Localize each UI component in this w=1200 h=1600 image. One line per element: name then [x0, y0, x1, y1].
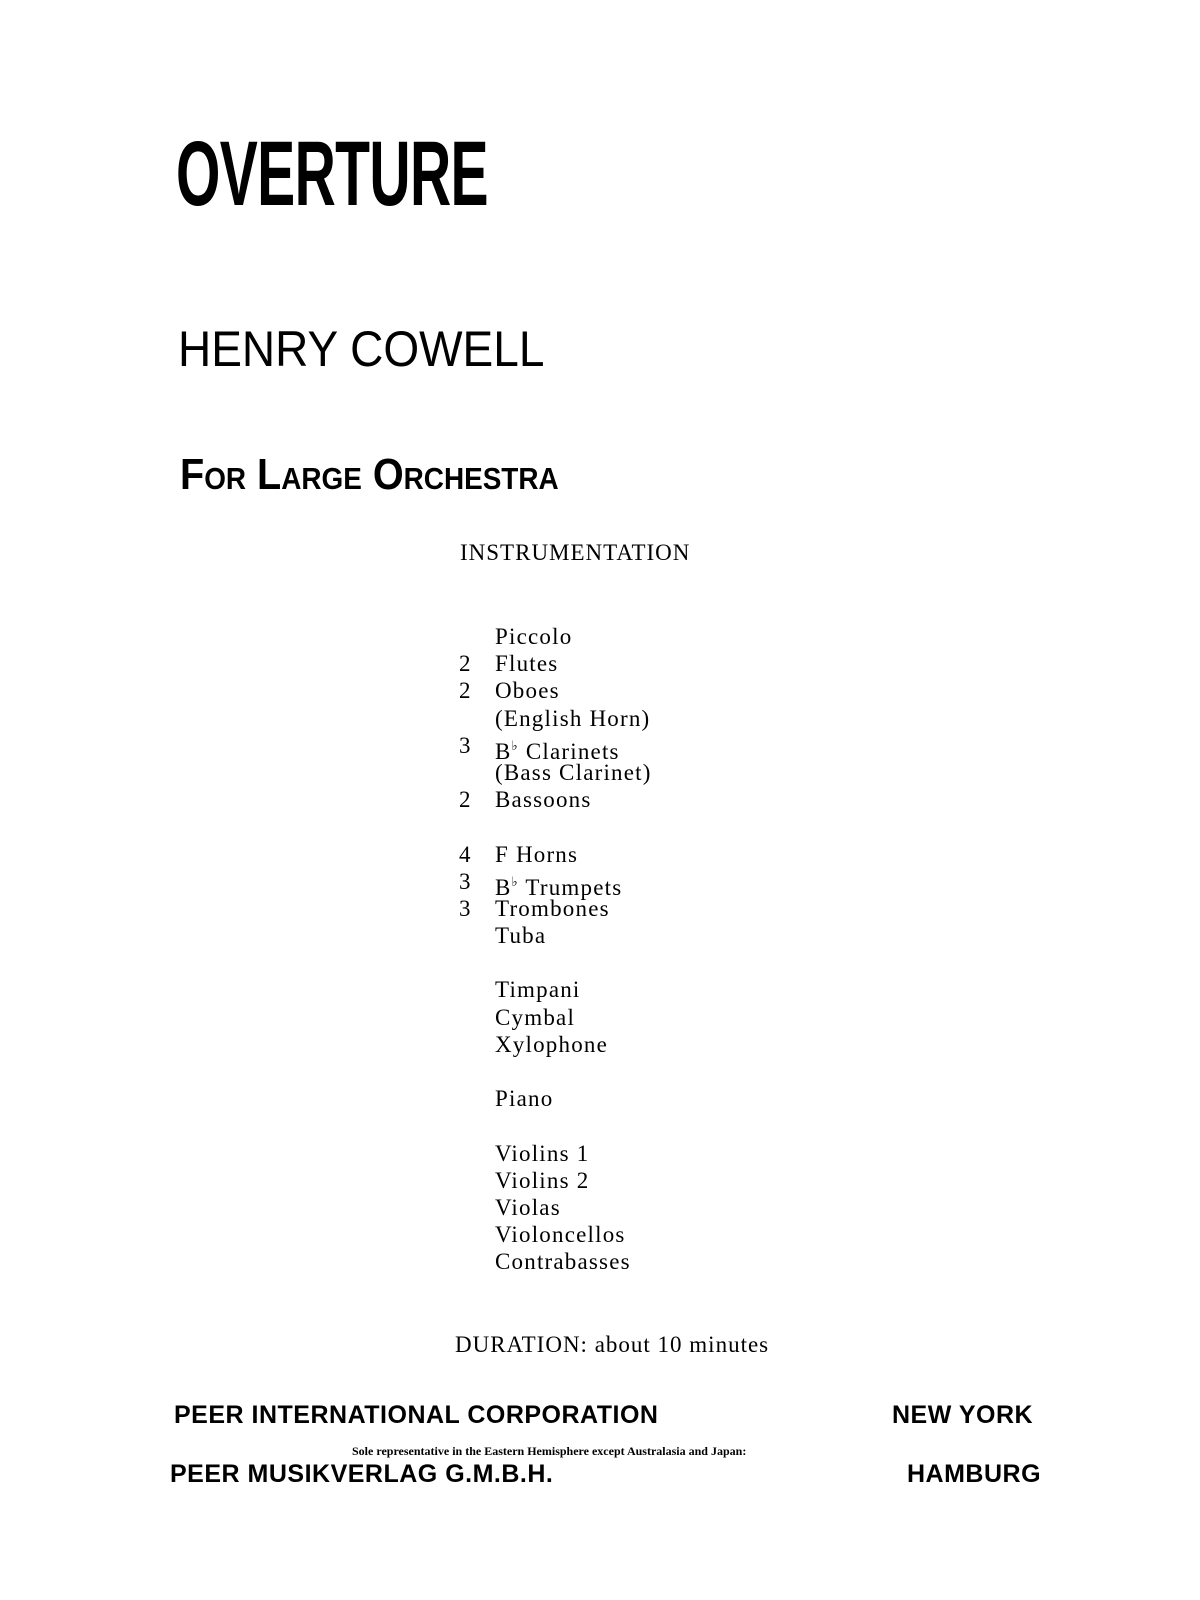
- representative-note: Sole representative in the Eastern Hemisphere except Australasia and Japan:: [352, 1444, 747, 1458]
- instrument-name: [495, 1248, 631, 1275]
- instrument-name: [495, 705, 650, 732]
- flat-sign: ♭: [511, 737, 519, 753]
- flat-sign: ♭: [511, 873, 519, 889]
- instrument-name: [495, 786, 592, 813]
- instrument-name: [495, 759, 652, 786]
- instrument-label: Oboes: [495, 678, 560, 704]
- instrument-name: [495, 650, 558, 677]
- instrument-count: 2: [459, 787, 472, 813]
- instrument-count: 3: [459, 732, 472, 758]
- instrument-label: Violas: [495, 1194, 561, 1220]
- instrument-count: 2: [459, 651, 472, 677]
- instrument-label: Clarinets: [518, 738, 620, 764]
- instrument-label: Trombones: [495, 895, 610, 921]
- instrument-name: [495, 895, 610, 922]
- instrument-label: F Horns: [495, 841, 579, 867]
- instrument-name: [495, 1004, 575, 1031]
- instrument-label: Timpani: [495, 977, 581, 1003]
- instrument-label: Cymbal: [495, 1004, 576, 1030]
- instrument-label: Bassoons: [495, 787, 592, 813]
- instrument-name: [495, 976, 581, 1003]
- instrument-count: 4: [459, 841, 472, 867]
- instrument-label: Violins 2: [495, 1167, 590, 1193]
- instrument-name: [495, 1221, 626, 1248]
- instrument-label: Xylophone: [495, 1031, 609, 1057]
- instrument-name: [495, 922, 546, 949]
- instrument-count: 3: [459, 895, 472, 921]
- instrument-label: Violins 1: [495, 1140, 590, 1166]
- instrument-label: Violoncellos: [495, 1222, 626, 1248]
- subtitle: For Large Orchestra: [180, 450, 559, 499]
- instrument-label: Piccolo: [495, 624, 573, 649]
- instrumentation-heading: INSTRUMENTATION: [460, 540, 691, 565]
- instrument-label: (English Horn): [495, 705, 651, 731]
- instrument-label: Piano: [495, 1086, 554, 1112]
- composer-name: HENRY COWELL: [178, 321, 545, 377]
- page-title: OVERTURE: [176, 123, 488, 225]
- publisher-city: NEW YORK: [892, 1401, 1034, 1429]
- instrument-name: [495, 1085, 553, 1112]
- key-letter: B: [495, 874, 512, 900]
- instrument-name: [495, 1167, 589, 1194]
- instrument-label: Contrabasses: [495, 1249, 631, 1275]
- instrument-count: 2: [459, 678, 472, 704]
- instrument-name: [495, 841, 578, 868]
- instrument-name: [495, 623, 572, 650]
- instrument-label: Flutes: [495, 651, 559, 677]
- instrument-name: [495, 1140, 589, 1167]
- instrument-label: Trumpets: [518, 874, 623, 900]
- instrument-name: [495, 1031, 608, 1058]
- instrument-name: [495, 1194, 561, 1221]
- instrument-count: 3: [459, 868, 472, 894]
- instrument-name: [495, 677, 560, 704]
- publisher-name: PEER INTERNATIONAL CORPORATION: [174, 1401, 659, 1429]
- key-letter: B: [495, 738, 512, 764]
- publisher2-city: HAMBURG: [907, 1460, 1042, 1488]
- duration: DURATION: about 10 minutes: [455, 1332, 770, 1357]
- instrument-label: (Bass Clarinet): [495, 759, 652, 785]
- instrument-label: Tuba: [495, 923, 547, 949]
- publisher2-name: PEER MUSIKVERLAG G.M.B.H.: [170, 1460, 554, 1488]
